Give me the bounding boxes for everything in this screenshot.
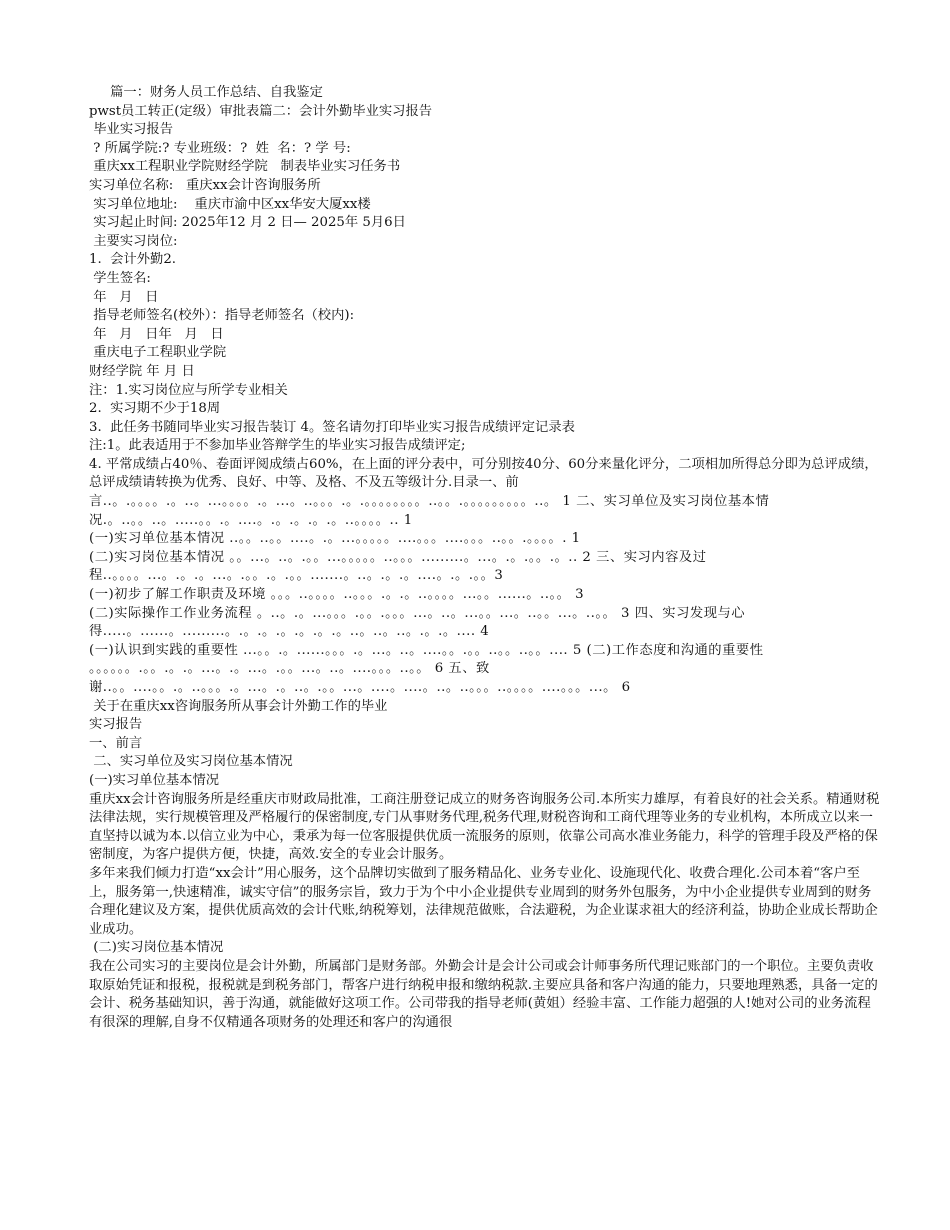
- doc-line: 财经学院 年 月 日: [89, 363, 195, 379]
- toc-entry: (一)实习单位基本情况 ..。。..。。....。.。...。。。。。....。。。....。。。..。。.。。。。. 1: [89, 531, 581, 547]
- doc-line: 指导老师签名(校外）：指导老师签名（校内):: [89, 308, 355, 324]
- note-4: 4. 平常成绩占40％、卷面评阅成绩占60%，在上面的评分表中，可分别按40分、60分来量化评分，二项相加所得总分即为总评成绩，总评成绩请转换为优秀、良好、中等、及格、不及五等级计分.目录一、前: [89, 456, 878, 491]
- section-heading: 一、前言: [89, 735, 143, 751]
- doc-line: 篇一：财务人员工作总结、自我鉴定: [89, 85, 323, 100]
- paragraph: 我在公司实习的主要岗位是会计外勤，所属部门是财务部。外勤会计是会计公司或会计师事务所代理记账部门的一个职位。主要负责收取原始凭证和报税，报税就是到税务部门，帮客户进行纳税申报和缴纳税款.主要应具备和客户沟通的能力，只要地理熟悉，具备一定的会计、税务基础知识，善于沟通，就能做好这项工作。公司带我的指导老师(黄姐）经验丰富、工作能力超强的人!她对公司的业务流程有很深的理解,自身不仅精通各项财务的处理还和客户的沟通很: [89, 958, 878, 1030]
- section-heading: (二)实习岗位基本情况: [89, 940, 224, 956]
- toc-entry: 言..。.。。。。.。..。...。。。。.。...。..。。。.。.。。。。。。。。..。。.。。。。。。。。。..。 1 二、实习单位及实习岗位基本情: [89, 494, 770, 510]
- paragraph: 重庆xx会计咨询服务所是经重庆市财政局批准，工商注册登记成立的财务咨询服务公司.本所实力雄厚，有着良好的社会关系。精通财税法律法规，实行规模管理及严格履行的保密制度,专门从事财务代理,税务代理,财税咨询和工商代理等业务的专业机构，本所成立以来一直坚持以诚为本.以信立业为中心，秉承为每一位客服提供优质一流服务的原则，依靠公司高水准业务能力，科学的管理手段及严格的保密制度，为客户提供方便，快捷，高效.安全的专业会计服务。: [89, 791, 880, 863]
- doc-line: 1. 会计外勤2.: [89, 252, 177, 268]
- doc-line: 毕业实习报告: [89, 122, 174, 138]
- toc-entry: (一)认识到实践的重要性 ...。。.。......。。。.。...。..。....。。.。。..。。..。。.... 5 (二)工作态度和沟通的重要性 。。。。。。.。。.。.。...。.。...。.。。...。..。....。。。..。。 6 五、致谢..。。....。。.。..。。。.。...。.。..。.。。...。....。....。..。..。。。..。。。。....。。。...。 6: [89, 642, 764, 695]
- section-heading: 二、实习单位及实习岗位基本情况: [89, 754, 293, 770]
- doc-line: 实习起止时间: 2025年12 月 2 日— 2025年 5月6日: [89, 215, 406, 231]
- doc-line: 注：1.实习岗位应与所学专业相关: [89, 382, 288, 398]
- doc-line: 注:1。此表适用于不参加毕业答辩学生的毕业实习报告成绩评定;: [89, 438, 466, 454]
- doc-line: 重庆电子工程职业学院: [89, 345, 227, 361]
- report-title: 实习报告: [89, 717, 143, 733]
- toc-entry: 况.。..。。..。.....。。.。....。.。.。.。.。..。。。。.. 1: [89, 512, 413, 528]
- section-heading: (一)实习单位基本情况: [89, 772, 220, 788]
- doc-line: 主要实习岗位:: [89, 233, 178, 249]
- doc-line: 年 月 日: [89, 289, 159, 305]
- doc-line: 学生签名:: [89, 270, 151, 286]
- doc-line: 重庆xx工程职业学院财经学院 制表毕业实习任务书: [89, 159, 401, 175]
- toc-entry: (二)实际操作工作业务流程 。..。.。...。。。.。。.。。。...。..。...。。...。..。。...。..。。 3 四、实习发现与心得.....。......。.........。.。.。.。.。.。.。..。..。..。.。.。.... 4: [89, 605, 746, 640]
- report-title: 关于在重庆xx咨询服务所从事会计外勤工作的毕业: [89, 698, 388, 714]
- doc-line: 实习单位名称: 重庆xx会计咨询服务所: [89, 177, 321, 193]
- doc-line: 年 月 日年 月 日: [89, 326, 224, 342]
- doc-line: 3. 此任务书随同毕业实习报告装订 4。签名请勿打印毕业实习报告成绩评定记录表: [89, 419, 575, 435]
- doc-line: pwst员工转正(定级）审批表篇二：会计外勤毕业实习报告: [89, 103, 433, 119]
- toc-entry: (一)初步了解工作职责及环境 。。。..。。。。..。。。.。.。..。。。。...。。......。..。。 3: [89, 587, 585, 603]
- doc-line: 2. 实习期不少于18周: [89, 401, 221, 417]
- doc-line: ? 所属学院:? 专业班级：? 姓 名：? 学 号:: [89, 140, 351, 156]
- toc-entry: (二)实习岗位基本情况 。。...。..。.。。...。。。。。..。。。.........。...。.。.。。.。.. 2 三、实习内容及过程..。。。。...。.。.。...。.。。.。.。。.......。..。.。.。....。.。.。。3: [89, 549, 707, 584]
- paragraph: 多年来我们倾力打造“xx会计”用心服务，这个品牌切实做到了服务精品化、业务专业化、设施现代化、收费合理化.公司本着“客户至上，服务第一,快速精准，诚实守信”的服务宗旨，致力于为个中小企业提供专业周到的财务外包服务，为中小企业提供专业周到的财务合理化建议及方案，提供优质高效的会计代账,纳税筹划，法律规范做账，合法避税，为企业谋求祖大的经济利益，协助企业成长帮助企业成功。: [89, 865, 878, 937]
- doc-line: 实习单位地址: 重庆市渝中区xx华安大厦xx楼: [89, 196, 371, 212]
